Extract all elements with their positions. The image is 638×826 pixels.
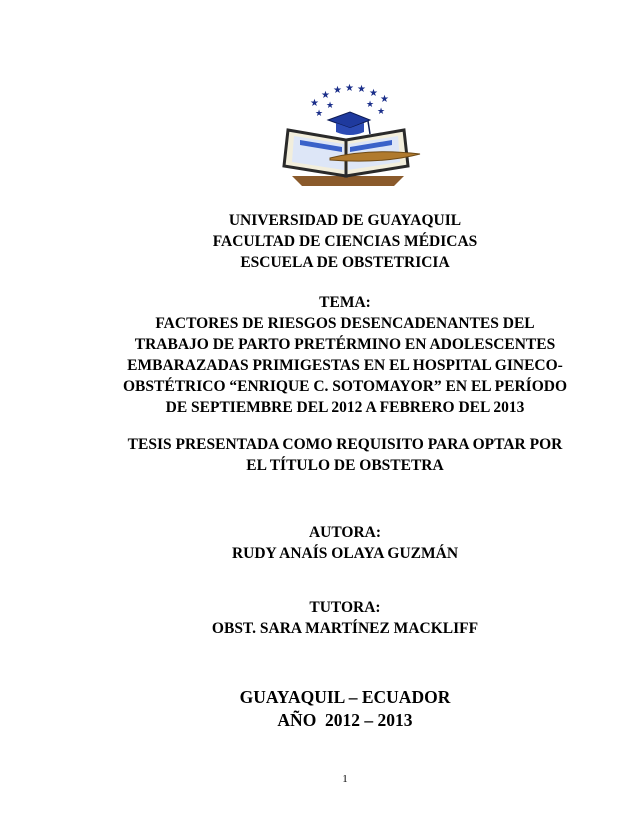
svg-text:★: ★ bbox=[345, 83, 354, 94]
place-year: AÑO 2012 – 2013 bbox=[277, 710, 413, 730]
institution-header bbox=[0, 210, 638, 273]
page-number: 1 bbox=[342, 773, 348, 785]
thesis-statement bbox=[0, 434, 638, 476]
topic-line: FACTORES DE RIESGOS DESENCADENANTES DEL bbox=[155, 315, 535, 332]
author-section bbox=[0, 522, 638, 564]
topic-line: OBSTÉTRICO “ENRIQUE C. SOTOMAYOR” EN EL PERÍODO bbox=[123, 378, 567, 395]
svg-text:★: ★ bbox=[326, 101, 335, 111]
svg-text:★: ★ bbox=[315, 109, 324, 119]
svg-text:★: ★ bbox=[321, 90, 330, 101]
thesis-line: EL TÍTULO DE OBSTETRA bbox=[246, 457, 444, 474]
author-name: RUDY ANAÍS OLAYA GUZMÁN bbox=[231, 545, 459, 562]
university-emblem-icon bbox=[270, 78, 425, 193]
topic-line: TRABAJO DE PARTO PRETÉRMINO EN ADOLESCENTES bbox=[134, 336, 556, 353]
book-stand bbox=[292, 176, 404, 186]
tutor-label: TUTORA: bbox=[309, 599, 381, 616]
thesis-line: TESIS PRESENTADA COMO REQUISITO PARA OPTAR POR bbox=[127, 436, 563, 453]
place-location: GUAYAQUIL – ECUADOR bbox=[239, 687, 451, 707]
topic-label: TEMA: bbox=[319, 294, 371, 311]
school-name: ESCUELA DE OBSTETRICIA bbox=[240, 254, 450, 271]
faculty-name: FACULTAD DE CIENCIAS MÉDICAS bbox=[212, 233, 478, 250]
topic-line: DE SEPTIEMBRE DEL 2012 A FEBRERO DEL 2013 bbox=[165, 399, 525, 416]
graduation-cap-icon bbox=[328, 112, 370, 135]
svg-text:★: ★ bbox=[369, 88, 378, 99]
svg-text:★: ★ bbox=[310, 98, 319, 109]
place-year-section bbox=[0, 686, 638, 732]
tutor-section bbox=[0, 597, 638, 639]
topic-line: EMBARAZADAS PRIMIGESTAS EN EL HOSPITAL GINECO- bbox=[127, 357, 563, 374]
author-label: AUTORA: bbox=[308, 524, 382, 541]
svg-text:★: ★ bbox=[333, 85, 342, 96]
university-name: UNIVERSIDAD DE GUAYAQUIL bbox=[228, 212, 462, 229]
topic-section bbox=[0, 292, 638, 418]
svg-text:★: ★ bbox=[357, 84, 366, 95]
svg-text:★: ★ bbox=[366, 100, 375, 110]
tutor-name: OBST. SARA MARTÍNEZ MACKLIFF bbox=[211, 620, 479, 637]
svg-text:★: ★ bbox=[377, 107, 386, 117]
svg-text:★: ★ bbox=[380, 94, 389, 105]
